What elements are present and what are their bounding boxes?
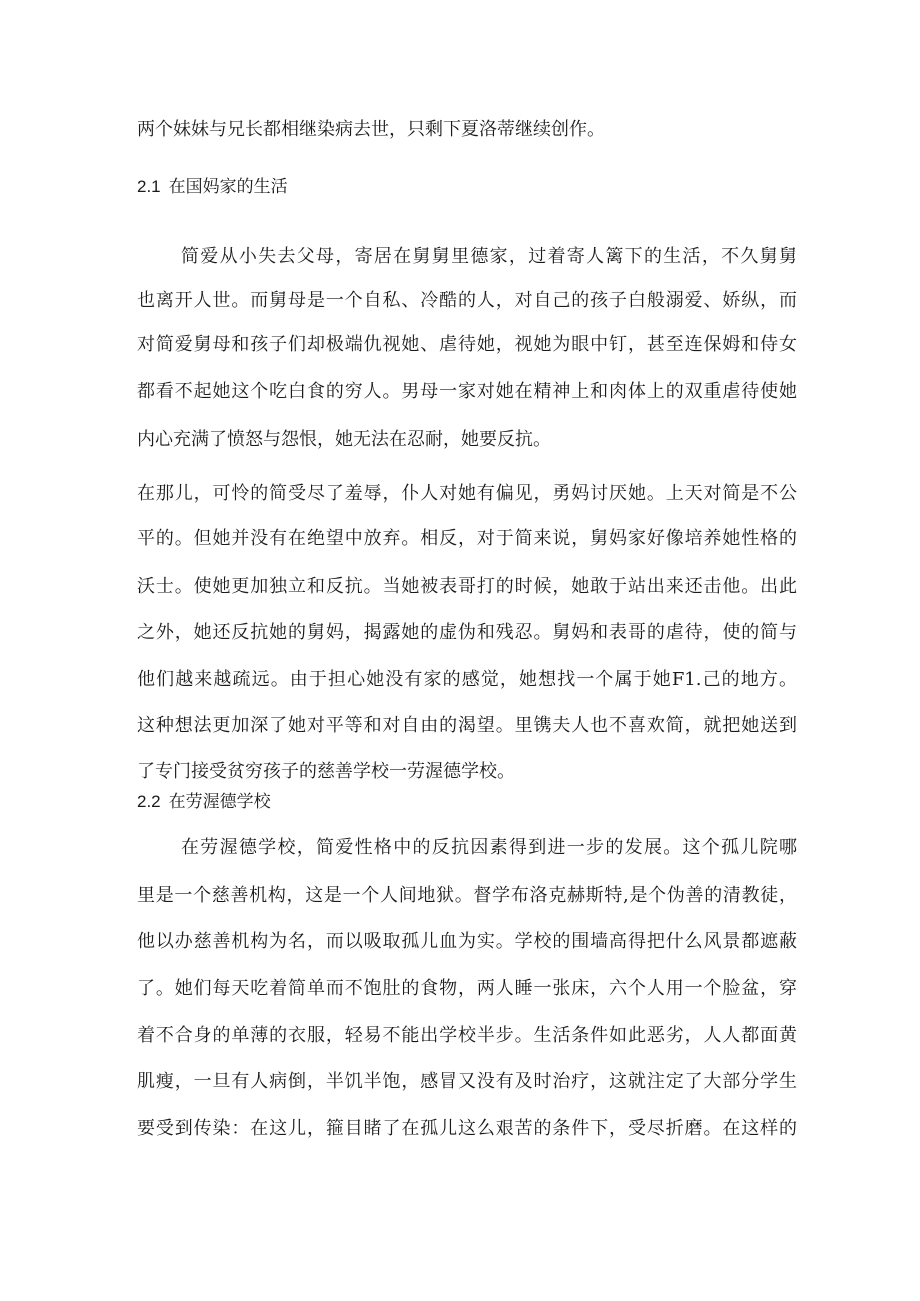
paragraph-line: 了专门接受贫穷孩子的慈善学校一劳渥德学校。 [137, 761, 515, 782]
section-title: 在国妈家的生活 [168, 177, 288, 197]
section-number: 2.1 [137, 177, 161, 196]
paragraph-line: 他以办慈善机构为名，而以吸取孤儿血为实。学校的围墙高得把什么风景都遮蔽 [137, 931, 797, 952]
paragraph-line: 肌瘦，一旦有人病倒，半饥半饱，感冒又没有及时治疗，这就注定了大部分学生 [137, 1071, 797, 1092]
paragraph-line: 简爱从小失去父母，寄居在舅舅里德家，过着寄人篱下的生活，不久舅舅 [181, 246, 797, 267]
section-heading-2-1 [137, 175, 288, 199]
paragraph-line: 了。她们每天吃着简单而不饱肚的食物，两人睡一张床，六个人用一个脸盆，穿 [137, 978, 797, 999]
paragraph-line: 沃士。使她更加独立和反抗。当她被表哥打的时候，她敢于站出来还击他。出此 [137, 576, 797, 597]
paragraph-line: 对简爱舅母和孩子们却极端仇视她、虐待她，视她为眼中钉，甚至连保姆和侍女 [137, 334, 797, 355]
intro-line: 两个妹妹与兄长都相继染病去世，只剩下夏洛蒂继续创作。 [137, 119, 605, 140]
section-number: 2.2 [137, 792, 161, 811]
paragraph-line: 内心充满了愤怒与怨恨，她无法在忍耐，她要反抗。 [137, 429, 551, 450]
section-heading-2-2 [137, 790, 271, 814]
paragraph-line: 平的。但她并没有在绝望中放弃。相反，对于简来说，舅妈家好像培养她性格的 [137, 528, 797, 549]
paragraph-line: 在劳渥德学校，简爱性格中的反抗因素得到进一步的发展。这个孤儿院哪 [181, 837, 797, 858]
paragraph-line: 要受到传染：在这儿，箍目睹了在孤儿这么艰苦的条件下，受尽折磨。在这样的 [137, 1118, 797, 1139]
paragraph-line: 之外，她还反抗她的舅妈，揭露她的虚伪和残忍。舅妈和表哥的虐待，使的简与 [137, 622, 797, 643]
paragraph-line: 着不合身的单薄的衣服，轻易不能出学校半步。生活条件如此恶劣，人人都面黄 [137, 1025, 797, 1046]
section-title: 在劳渥德学校 [168, 792, 271, 812]
paragraph-line: 都看不起她这个吃白食的穷人。男母一家对她在精神上和肉体上的双重虐待使她 [137, 381, 797, 402]
paragraph-line: 他们越来越疏远。由于担心她没有家的感觉，她想找一个属于她F1.己的地方。 [137, 669, 797, 690]
paragraph-line: 这种想法更加深了她对平等和对自由的渴望。里镌夫人也不喜欢简，就把她送到 [137, 715, 797, 736]
paragraph-line: 在那儿，可怜的简受尽了羞辱，仆人对她有偏见，勇妈讨厌她。上天对简是不公 [137, 483, 797, 504]
paragraph-line: 里是一个慈善机构，这是一个人间地狱。督学布洛克赫斯特,是个伪善的清教徒， [137, 885, 797, 906]
paragraph-line: 也离开人世。而舅母是一个自私、冷酷的人，对自己的孩子白般溺爱、娇纵，而 [137, 290, 797, 311]
